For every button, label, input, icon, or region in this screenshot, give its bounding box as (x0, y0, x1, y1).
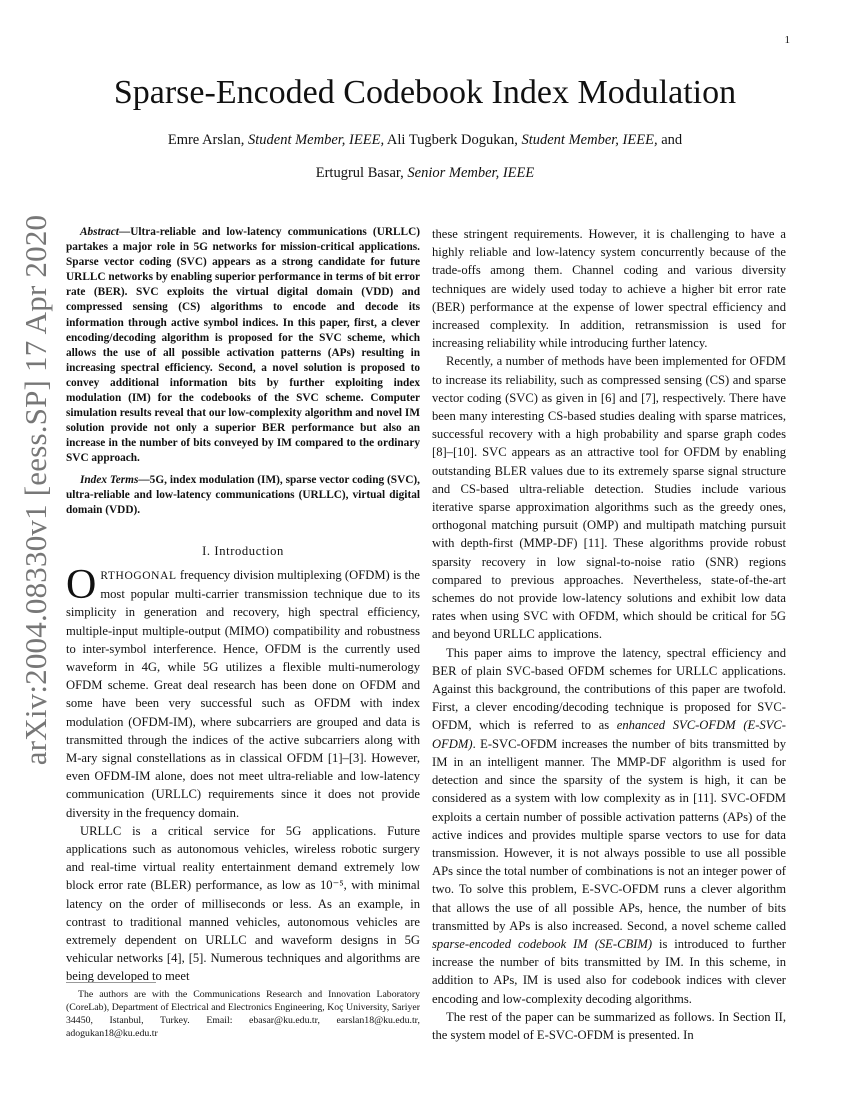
abstract-text: —Ultra-reliable and low-latency communications (URLLC) partakes a major role in 5G networks for mission-critical applications. Sparse vector coding (SVC) appears as a strong candidate for future URLLC networks by enabling superior performance in terms of bit error rate (BER). SVC exploits the virtual digital domain (VDD) and compressed sensing (CS) algorithms to encode and decode its information through active symbol indices. In this paper, first, a clever encoding/decoding algorithm is proposed for the SVC scheme, which allows the use of all possible activation patterns (APs) resulting in increasing spectral efficiency. Second, a novel solution is proposed to convey additional information bits by further exploiting index modulation (IM) for the codebooks of the SVC scheme. Computer simulation results reveal that our low-complexity algorithm and novel IM solution provide not only a superior BER performance but also an increase in the number of bits conveyed by IM compared to the ordinary SVC approach. (66, 226, 420, 465)
right-paragraph-4: The rest of the paper can be summarized as follows. In Section II, the system model of E-SVC-OFDM is presented. In (432, 1009, 786, 1042)
index-terms (66, 473, 420, 518)
author-role: Student Member, IEEE, (247, 132, 385, 148)
index-terms-text: —5G, index modulation (IM), sparse vector coding (SVC), ultra-reliable and low-latency communications (URLLC), virtual digital domain (VDD). (66, 473, 420, 516)
se-cbim-term: sparse-encoded codebook IM (SE-CBIM) (432, 936, 653, 951)
paragraph-3-part-b: . E-SVC-OFDM increases the number of bits transmitted by IM in an intelligent manner. The MMP-DF algorithm is used for detection and since the sparsity of the system is high, it can be considered as a system with low complexity as in [11]. SVC-OFDM exploits a certain number of possible activation patterns (APs) of the active indices and provides multiple sparse vectors to use for data transmission. However, it is not always possible to use all possible APs since the total number of combinations is not an integer power of two. To solve this problem, E-SVC-OFDM runs a clever algorithm that allows the use of all possible APs, hence, the number of bits transmitted by APs is also increased. Second, a novel scheme called (432, 736, 786, 933)
esvc-ofdm-term: enhanced SVC-OFDM (E-SVC-OFDM) (432, 718, 786, 751)
arxiv-stamp-text: arXiv:2004.08330v1 [eess.SP] 17 Apr 2020 (18, 214, 54, 766)
author-name: Ertugrul Basar, (315, 165, 404, 181)
right-paragraph-1: these stringent requirements. However, it is challenging to have a highly reliable and low-latency system concurrently because of the trade-offs among them. Channel coding and various diversity techniques are widely used today to achieve a higher bit error rate (BER) performance at the expense of lower spectral efficiency and increased complexity. In addition, retransmission is used for increasing reliability while introducing further latency. (432, 227, 786, 351)
paragraph-3-part-a: This paper aims to improve the latency, spectral efficiency and BER of plain SVC-based OFDM schemes for URLLC applications. Against this background, the contributions of this paper are twofold. First, a clever encoding/decoding technique is proposed for SVC-OFDM, which is referred to as (432, 645, 786, 733)
drop-cap: O (66, 561, 97, 608)
author-conjunction: and (661, 132, 683, 148)
abstract-lead: Abstract (80, 226, 119, 238)
paragraph-3-part-c: is introduced to further increase the number of bits transmitted by IM. In this scheme, in addition to APs, IM is used also for codebook indices with clever encoding and low-complexity decoding algorithms. (432, 936, 786, 1006)
index-terms-lead: Index Terms (80, 473, 139, 486)
first-word: RTHOGONAL (100, 569, 177, 582)
right-paragraph-2: Recently, a number of methods have been implemented for OFDM to increase its reliability, such as compressed sensing (CS) and sparse vector coding (SVC) as given in [6] and [7], respectively. There have been many interesting CS-based studies dealing with sparse matrices, successful recovery with a high probability and sparse graph codes [8]–[10]. SVC appears as an attractive tool for OFDM by enabling outstanding BLER values due to its extremely sparse signal structure and CS-based ultra-reliable detection. Studies include various iterative sparse approximation algorithms such as the greedy ones, orthogonal matching pursuit (OMP) and multipath matching pursuit with depth-first (MMP-DF) [11]. These algorithms provide robust sparsity recovery in low signal-to-noise ratio (SNR) regions compared to previous approaches. Nevertheless, state-of-the-art schemes do not provide low-latency solutions and exhibit low data rates when using SVC with OFDM, which should be critical for 5G and beyond URLLC applications. (432, 354, 786, 642)
intro-paragraph-1 (66, 561, 420, 822)
author-list (60, 124, 790, 190)
intro-paragraph-2: URLLC is a critical service for 5G applications. Future applications such as autonomous vehicles, wireless robotic surgery and real-time virtual reality entertainment demand extremely low block error rate (BLER) performance, as low as 10⁻⁵, with minimal latency on the order of milliseconds or less. As an example, in contrast to traditional manned vehicles, autonomous vehicles are extremely dependent on URLLC and waveform designs in 5G vehicular networks [4], [5]. Numerous techniques and algorithms are being developed to meet (66, 823, 420, 984)
right-column (432, 225, 786, 1044)
author-name: Ali Tugberk Dogukan, (386, 132, 518, 148)
author-line-1 (60, 124, 790, 157)
section-heading: I. Introduction (202, 543, 284, 558)
left-column (66, 225, 420, 986)
right-paragraph-3 (432, 644, 786, 1008)
page-number: 1 (784, 34, 790, 46)
paper-title: Sparse-Encoded Codebook Index Modulation (113, 74, 737, 111)
footnote: The authors are with the Communications Research and Innovation Laboratory (CoreLab), Department of Electrical and Electronics Engineering, Koç University, Sariyer 34450, Istanbul, Turkey. Email: ebasar@ku.edu.tr, earslan18@ku.edu.tr, adogukan18@ku.edu.tr (66, 989, 420, 1039)
arxiv-stamp (12, 214, 60, 766)
author-role: Senior Member, IEEE (407, 165, 535, 181)
author-role: Student Member, IEEE, (521, 132, 658, 148)
author-name: Emre Arslan, (167, 132, 245, 148)
footnote-rule (66, 982, 156, 983)
abstract (66, 225, 420, 467)
intro-paragraph-1-text: frequency division multiplexing (OFDM) is the most popular multi-carrier transmission technique due to its simplicity in generation and recovery, high spectral efficiency, multiple-input multiple-output (MIMO) compatibility and robustness to inter-symbol interference. Hence, OFDM is the currently used waveform in 4G, while 5G utilizes a flexible multi-numerology OFDM scheme. Great deal research has been done on OFDM and some have been very successful such as OFDM with index modulation (OFDM-IM), where subcarriers are grouped and data is transmitted through the indices of the active subcarriers along with M-ary signal constellations as in classical OFDM [1]–[3]. However, even OFDM-IM alone, does not meet ultra-reliable and low-latency communication (URLLC) requirements since it does not provide diversity in the frequency domain. (66, 567, 420, 820)
author-line-2 (60, 157, 790, 190)
